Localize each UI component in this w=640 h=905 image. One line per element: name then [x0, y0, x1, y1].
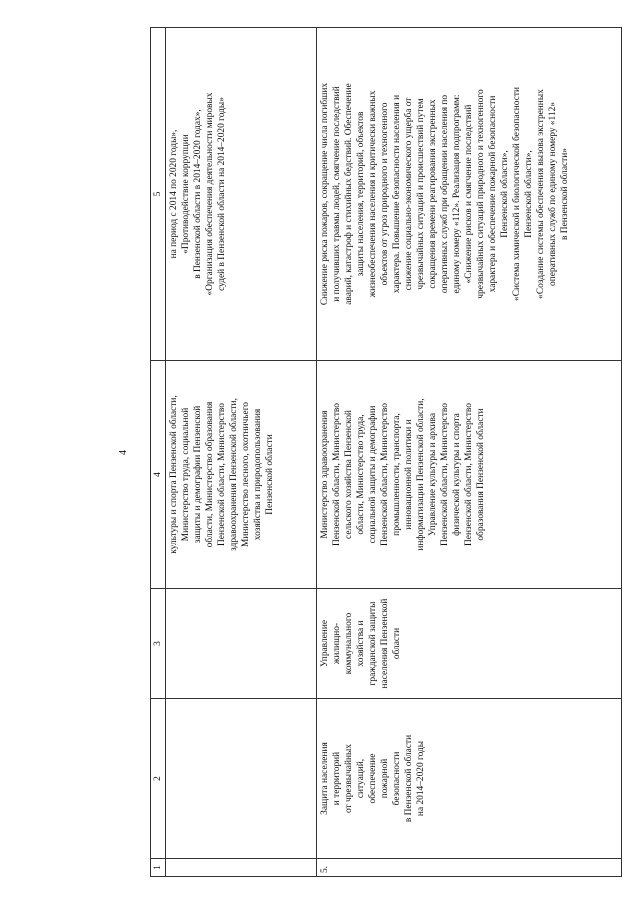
header-col-2: 2 — [151, 699, 166, 859]
header-col-4: 4 — [151, 361, 166, 589]
text-line: Министерство труда, социальной — [181, 407, 191, 542]
text-line: «Организация обеспечения деятельности мировых — [205, 92, 215, 296]
text-line: в Пензенской области — [404, 734, 414, 823]
text-line: характера и обеспечение пожарной безопасности — [488, 95, 498, 293]
text-line: населения Пензенской — [380, 598, 390, 689]
text-line: аварий, катастроф и стихийных бедствий. Обеспечение — [344, 83, 354, 305]
text-line: в Пензенской области в 2014–2020 годах», — [193, 109, 203, 279]
text-line: культуры и спорта Пензенской области, — [169, 395, 179, 554]
text-line: области — [392, 627, 402, 660]
text-line: защиты населения, территорий, объектов — [356, 111, 366, 277]
text-line: Министерство здравоохранения — [320, 410, 330, 539]
text-line: коммунального — [344, 612, 354, 675]
text-line: жизнеобеспечения населения и критически важных — [368, 90, 378, 298]
text-line: здравоохранения Пензенской области, — [229, 398, 239, 551]
text-line: Пензенской области», — [524, 150, 534, 238]
cell-participants — [317, 361, 622, 589]
text-line: Министерство лесного, охотничьего — [241, 402, 251, 547]
text-line: Пензенской области, Министерство — [380, 403, 390, 546]
text-line: «Создание системы обеспечения вызова экстренных — [536, 89, 546, 299]
cell-program — [166, 699, 317, 859]
text-line: «Система химической и биологической безопасности — [512, 87, 522, 301]
text-line: и получивших травмы людей, смягчение последствий — [332, 86, 342, 302]
text-line: характера. Повышение безопасности населения и — [392, 94, 402, 294]
text-line: безопасности — [392, 751, 402, 806]
header-col-1: 1 — [151, 859, 166, 877]
cell-number: 5. — [317, 859, 622, 877]
page-number: 4 — [118, 450, 129, 455]
text-line: Пензенской области, Министерство — [332, 403, 342, 546]
text-line: Пензенской области, Министерство — [440, 403, 450, 546]
text-line: чрезвычайных ситуаций и происшествий путем — [416, 98, 426, 290]
text-line: и территорий — [332, 751, 342, 806]
text-line: физической культуры и спорта — [452, 413, 462, 536]
text-line: «Снижение рисков и смягчение последствий — [464, 104, 474, 284]
text-line: в Пензенской области» — [560, 148, 570, 240]
table-row-5 — [317, 28, 622, 877]
cell-responsible — [317, 589, 622, 699]
text-line: от чрезвычайных — [344, 744, 354, 814]
text-line: хозяйства и — [356, 620, 366, 667]
text-line: «Противодействие коррупции — [181, 134, 191, 254]
text-line: Пензенской области, Министерство — [464, 403, 474, 546]
text-line: образования Пензенской области — [476, 408, 486, 541]
text-line: пожарной — [380, 758, 390, 799]
text-line: информатизации Пензенской области, — [416, 398, 426, 551]
header-col-5: 5 — [151, 28, 166, 361]
text-line: оперативных служб при обращении населения по — [440, 94, 450, 294]
cell-goals — [317, 28, 622, 361]
text-line: гражданской защиты — [368, 601, 378, 686]
text-line: обеспечение — [368, 753, 378, 804]
text-line: хозяйства и природопользования — [253, 408, 263, 541]
text-line: единому номеру «112». Реализация подпрограмм: — [452, 94, 462, 294]
text-line: Защита населения — [320, 742, 330, 815]
text-line: Пензенской области», — [500, 150, 510, 238]
text-line: области, Министерство труда, — [356, 414, 366, 535]
table-row-continuation — [166, 28, 317, 877]
text-line: Пензенской области, Министерство — [217, 403, 227, 546]
text-line: сельского хозяйства Пензенской — [344, 410, 354, 539]
header-col-3: 3 — [151, 589, 166, 699]
text-line: на период с 2014 по 2020 годы», — [169, 129, 179, 259]
text-line: Управление культуры и архива — [428, 412, 438, 537]
text-line: инновационной политики и — [404, 419, 414, 530]
text-line: Снижение риска пожаров, сокращение числа погибших — [320, 82, 330, 306]
program-table — [150, 27, 622, 877]
cell-goals — [166, 28, 317, 361]
text-line: снижение социально-экономического ущерба от — [404, 97, 414, 291]
cell-participants — [166, 361, 317, 589]
text-line: объектов от угроз природного и техногенного — [380, 102, 390, 286]
text-line: сокращения времени реагирования экстренных — [428, 99, 438, 289]
text-line: области, Министерство образования — [205, 401, 215, 548]
header-row — [151, 28, 166, 877]
text-line: жилищно- — [332, 622, 342, 665]
text-line: социальной защиты и демографии — [368, 405, 378, 544]
text-line: защиты и демографии Пензенской — [193, 405, 203, 544]
cell-responsible — [166, 589, 317, 699]
text-line: Управление — [320, 620, 330, 668]
text-line: Пензенской области — [265, 434, 275, 515]
text-line: оперативных служб по единому номеру «112» — [548, 102, 558, 286]
text-line: чрезвычайных ситуаций природного и техногенного — [476, 89, 486, 299]
text-line: промышленности, транспорта, — [392, 413, 402, 536]
cell-program — [317, 699, 622, 859]
text-line: судей в Пензенской области на 2014–2020 годы» — [217, 97, 227, 291]
text-line: на 2014–2020 годы — [416, 740, 426, 817]
cell-number — [166, 859, 317, 877]
text-line: ситуаций, — [356, 758, 366, 799]
